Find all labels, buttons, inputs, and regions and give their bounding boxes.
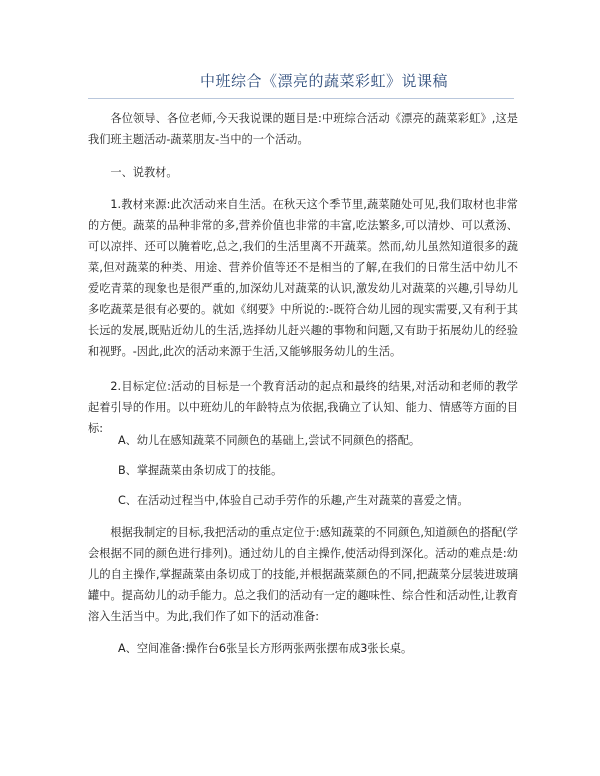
- title-divider: [88, 98, 514, 99]
- prep-item-a: A、空间准备:操作台6张呈长方形两张两张摆布成3张长桌。: [118, 642, 413, 655]
- intro-paragraph: 各位领导、各位老师,今天我说课的题目是:中班综合活动《漂亮的蔬菜彩虹》,这是我们班主题活动-蔬菜朋友-当中的一个活动。: [88, 112, 518, 146]
- goal-item-a: A、幼儿在感知蔬菜不同颜色的基础上,尝试不同颜色的搭配。: [118, 434, 421, 447]
- section-heading: 一、说教材。: [110, 166, 178, 179]
- goal-item-b: B、掌握蔬菜由条切成丁的技能。: [118, 464, 283, 477]
- material-source-paragraph: 1.教材来源:此次活动来自生活。在秋天这个季节里,蔬菜随处可见,我们取材也非常的方便。蔬菜的品种非常的多,营养价值也非常的丰富,吃法繁多,可以清炒、可以煮汤、可以凉拌、还可以腌着吃,总之,我们的生活里离不开蔬菜。然而,幼儿虽然知道很多的蔬菜,但对蔬菜的种类、用途、营养价值等还不是相当的了解,在我们的日常生活中幼儿不爱吃青菜的现象也是很严重的,加深幼儿对蔬菜的认识,激发幼儿对蔬菜的兴趣,引导幼儿多吃蔬菜是很有必要的。就如《纲要》中所说的:-既符合幼儿园的现实需要,又有利于其长远的发展,既贴近幼儿的生活,选择幼儿赶兴趣的事物和问题,又有助于拓展幼儿的经验和视野。-因此,此次的活动来源于生活,又能够服务幼儿的生活。: [88, 198, 518, 358]
- document-title: 中班综合《漂亮的蔬菜彩虹》说课稿: [200, 72, 449, 90]
- goal-item-c: C、在活动过程当中,体验自己动手劳作的乐趣,产生对蔬菜的喜爱之情。: [118, 494, 469, 507]
- goal-intro-paragraph: 2.目标定位:活动的目标是一个教育活动的起点和最终的结果,对活动和老师的教学起着引导的作用。以中班幼儿的年龄特点为依据,我确立了认知、能力、情感等方面的目标:: [88, 380, 518, 435]
- key-points-paragraph: 根据我制定的目标,我把活动的重点定位于:感知蔬菜的不同颜色,知道颜色的搭配(学会根据不同的颜色进行排列)。通过幼儿的自主操作,使活动得到深化。活动的难点是:幼儿的自主操作,掌握蔬菜由条切成丁的技能,并根据蔬菜颜色的不同,把蔬菜分层装进玻璃罐中。提高幼儿的动手能力。总之我们的活动有一定的趣味性、综合性和活动性,让教育溶入生活当中。为此,我们作了如下的活动准备:: [88, 526, 518, 623]
